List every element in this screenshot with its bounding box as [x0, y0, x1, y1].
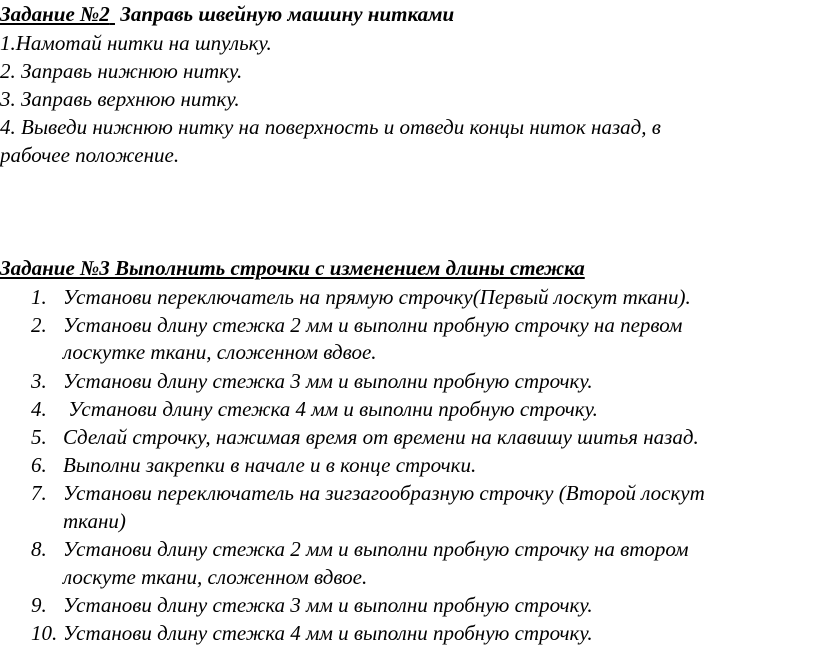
list-item-number: 5.	[31, 425, 47, 449]
list-item-number: 9.	[31, 593, 47, 617]
list-item-number: 3.	[31, 369, 47, 393]
list-item-text: Установи длину стежка 3 мм и выполни пробную строчку.	[63, 593, 593, 617]
list-item-number: 2.	[31, 313, 47, 337]
task2-step-3: 3. Заправь верхнюю нитку.	[0, 87, 240, 111]
list-item-text: Выполни закрепки в начале и в конце строчки.	[63, 453, 477, 477]
task2-label: Задание №2	[0, 2, 110, 26]
task2-step-2: 2. Заправь нижнюю нитку.	[0, 59, 243, 83]
list-item-number: 7.	[31, 481, 47, 505]
list-item-number: 8.	[31, 537, 47, 561]
list-item-text: Установи длину стежка 2 мм и выполни пробную строчку на первом	[63, 313, 683, 337]
list-item-text: Установи переключатель на зигзагообразную строчку (Второй лоскут	[63, 481, 705, 505]
list-item-text: Сделай строчку, нажимая время от времени на клавишу шитья назад.	[63, 425, 699, 449]
list-item-text: Установи длину стежка 2 мм и выполни пробную строчку на втором	[63, 537, 689, 561]
list-item-text-cont: ткани)	[63, 509, 126, 533]
task2-step-1: 1.Намотай нитки на шпульку.	[0, 31, 272, 55]
task2-heading	[0, 4, 454, 25]
list-item-number: 4.	[31, 397, 47, 421]
task2-step-4-cont: рабочее положение.	[0, 143, 180, 167]
list-item-text: Установи переключатель на прямую строчку(Первый лоскут ткани).	[63, 285, 691, 309]
list-item-text-cont: лоскутке ткани, сложенном вдвое.	[63, 340, 377, 364]
list-item-text: Установи длину стежка 3 мм и выполни пробную строчку.	[63, 369, 593, 393]
list-item-number: 6.	[31, 453, 47, 477]
list-item-text: Установи длину стежка 4 мм и выполни пробную строчку.	[63, 621, 593, 645]
task3-heading: Задание №3 Выполнить строчки с изменением длины стежка	[0, 256, 585, 280]
task2-title: Заправь швейную машину нитками	[120, 2, 455, 26]
task2-step-4: 4. Выведи нижнюю нитку на поверхность и отведи концы ниток назад, в	[0, 115, 661, 139]
list-item-text: Установи длину стежка 4 мм и выполни пробную строчку.	[63, 397, 598, 421]
list-item-number: 1.	[31, 285, 47, 309]
list-item-text-cont: лоскуте ткани, сложенном вдвое.	[63, 565, 368, 589]
list-item-number: 10.	[31, 621, 58, 645]
